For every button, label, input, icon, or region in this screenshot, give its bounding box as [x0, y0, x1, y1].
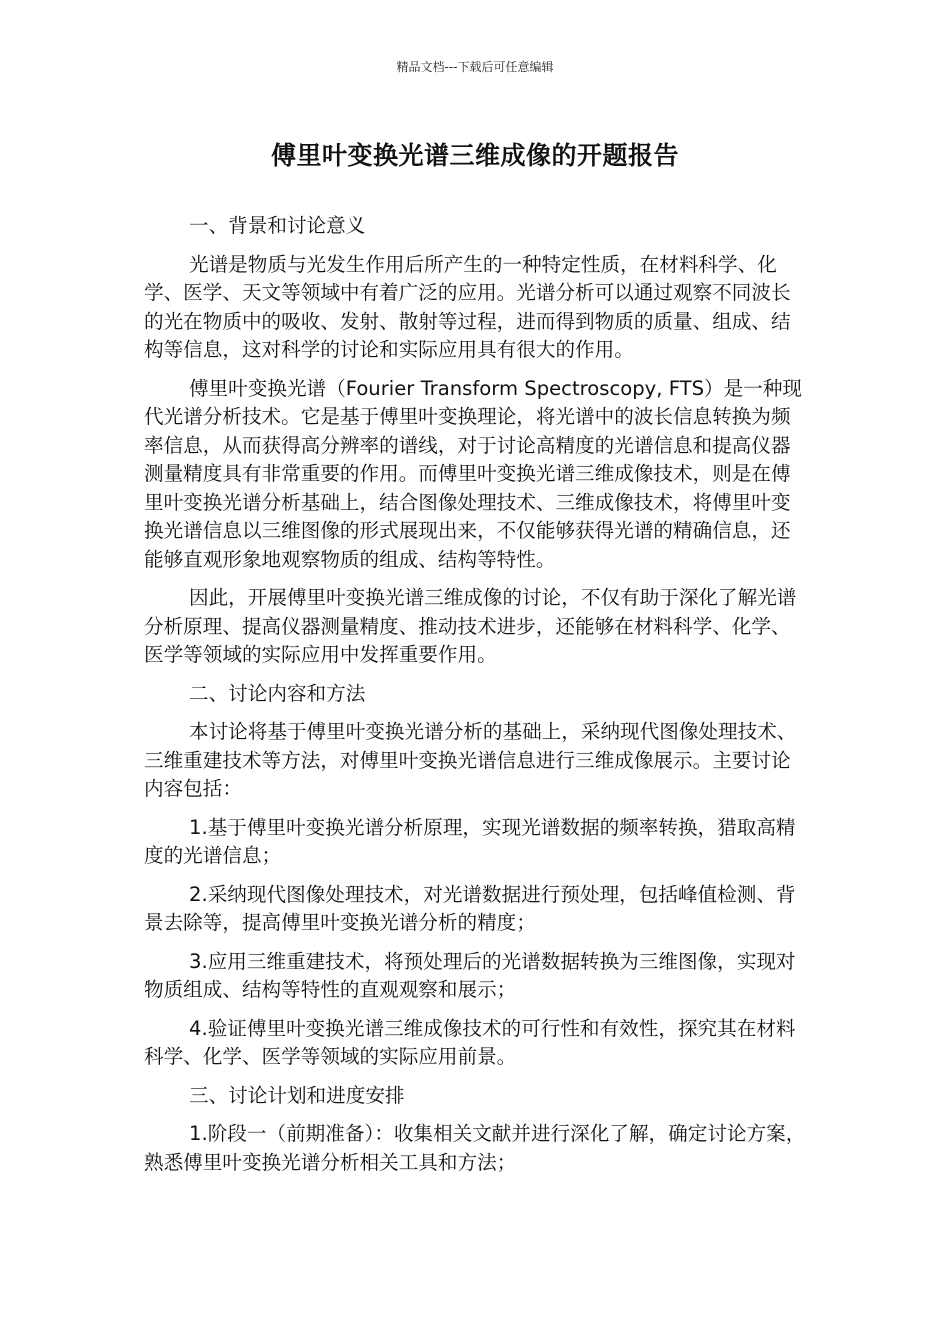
list-item-content-2: 2.采纳现代图像处理技术，对光谱数据进行预处理，包括峰值检测、背景去除等，提高傅里叶变换光谱分析的精度； — [144, 882, 796, 934]
section-heading-background: 一、背景和讨论意义 — [189, 214, 366, 237]
list-item-content-4: 4.验证傅里叶变换光谱三维成像技术的可行性和有效性，探究其在材料科学、化学、医学等领域的实际应用前景。 — [144, 1016, 796, 1068]
page-header: 精品文档---下载后可任意编辑 — [396, 60, 554, 74]
paragraph-significance: 因此，开展傅里叶变换光谱三维成像的讨论，不仅有助于深化了解光谱分析原理、提高仪器测量精度、推动技术进步，还能够在材料科学、化学、医学等领域的实际应用中发挥重要作用。 — [144, 586, 797, 666]
list-item-schedule-1: 1.阶段一（前期准备）：收集相关文献并进行深化了解，确定讨论方案，熟悉傅里叶变换光谱分析相关工具和方法； — [144, 1122, 806, 1174]
list-item-content-1: 1.基于傅里叶变换光谱分析原理，实现光谱数据的频率转换，猎取高精度的光谱信息； — [144, 815, 796, 867]
list-item-content-3: 3.应用三维重建技术，将预处理后的光谱数据转换为三维图像，实现对物质组成、结构等特性的直观观察和展示； — [144, 949, 796, 1001]
section-heading-content-methods: 二、讨论内容和方法 — [189, 681, 366, 705]
document-title: 傅里叶变换光谱三维成像的开题报告 — [270, 141, 679, 170]
paragraph-fts-intro: 傅里叶变换光谱（Fourier Transform Spectroscopy, FTS）是一种现代光谱分析技术。它是基于傅里叶变换理论，将光谱中的波长信息转换为频率信息，从而获得高分辨率的谱线，对于讨论高精度的光谱信息和提高仪器测量精度具有非常重要的作用。而傅里叶变换光谱三维成像技术，则是在傅里叶变换光谱分析基础上，结合图像处理技术、三维成像技术，将傅里叶变换光谱信息以三维图像的形式展现出来，不仅能够获得光谱的精确信息，还能够直观形象地观察物质的组成、结构等特性。 — [144, 376, 803, 571]
paragraph-spectrum-intro: 光谱是物质与光发生作用后所产生的一种特定性质，在材料科学、化学、医学、天文等领域中有着广泛的应用。光谱分析可以通过观察不同波长的光在物质中的吸收、发射、散射等过程，进而得到物质的质量、组成、结构等信息，这对科学的讨论和实际应用具有很大的作用。 — [144, 252, 791, 361]
section-heading-schedule: 三、讨论计划和进度安排 — [189, 1083, 405, 1107]
paragraph-content-overview: 本讨论将基于傅里叶变换光谱分析的基础上，采纳现代图像处理技术、三维重建技术等方法，对傅里叶变换光谱信息进行三维成像展示。主要讨论内容包括： — [144, 720, 797, 800]
document-body — [144, 212, 808, 1187]
